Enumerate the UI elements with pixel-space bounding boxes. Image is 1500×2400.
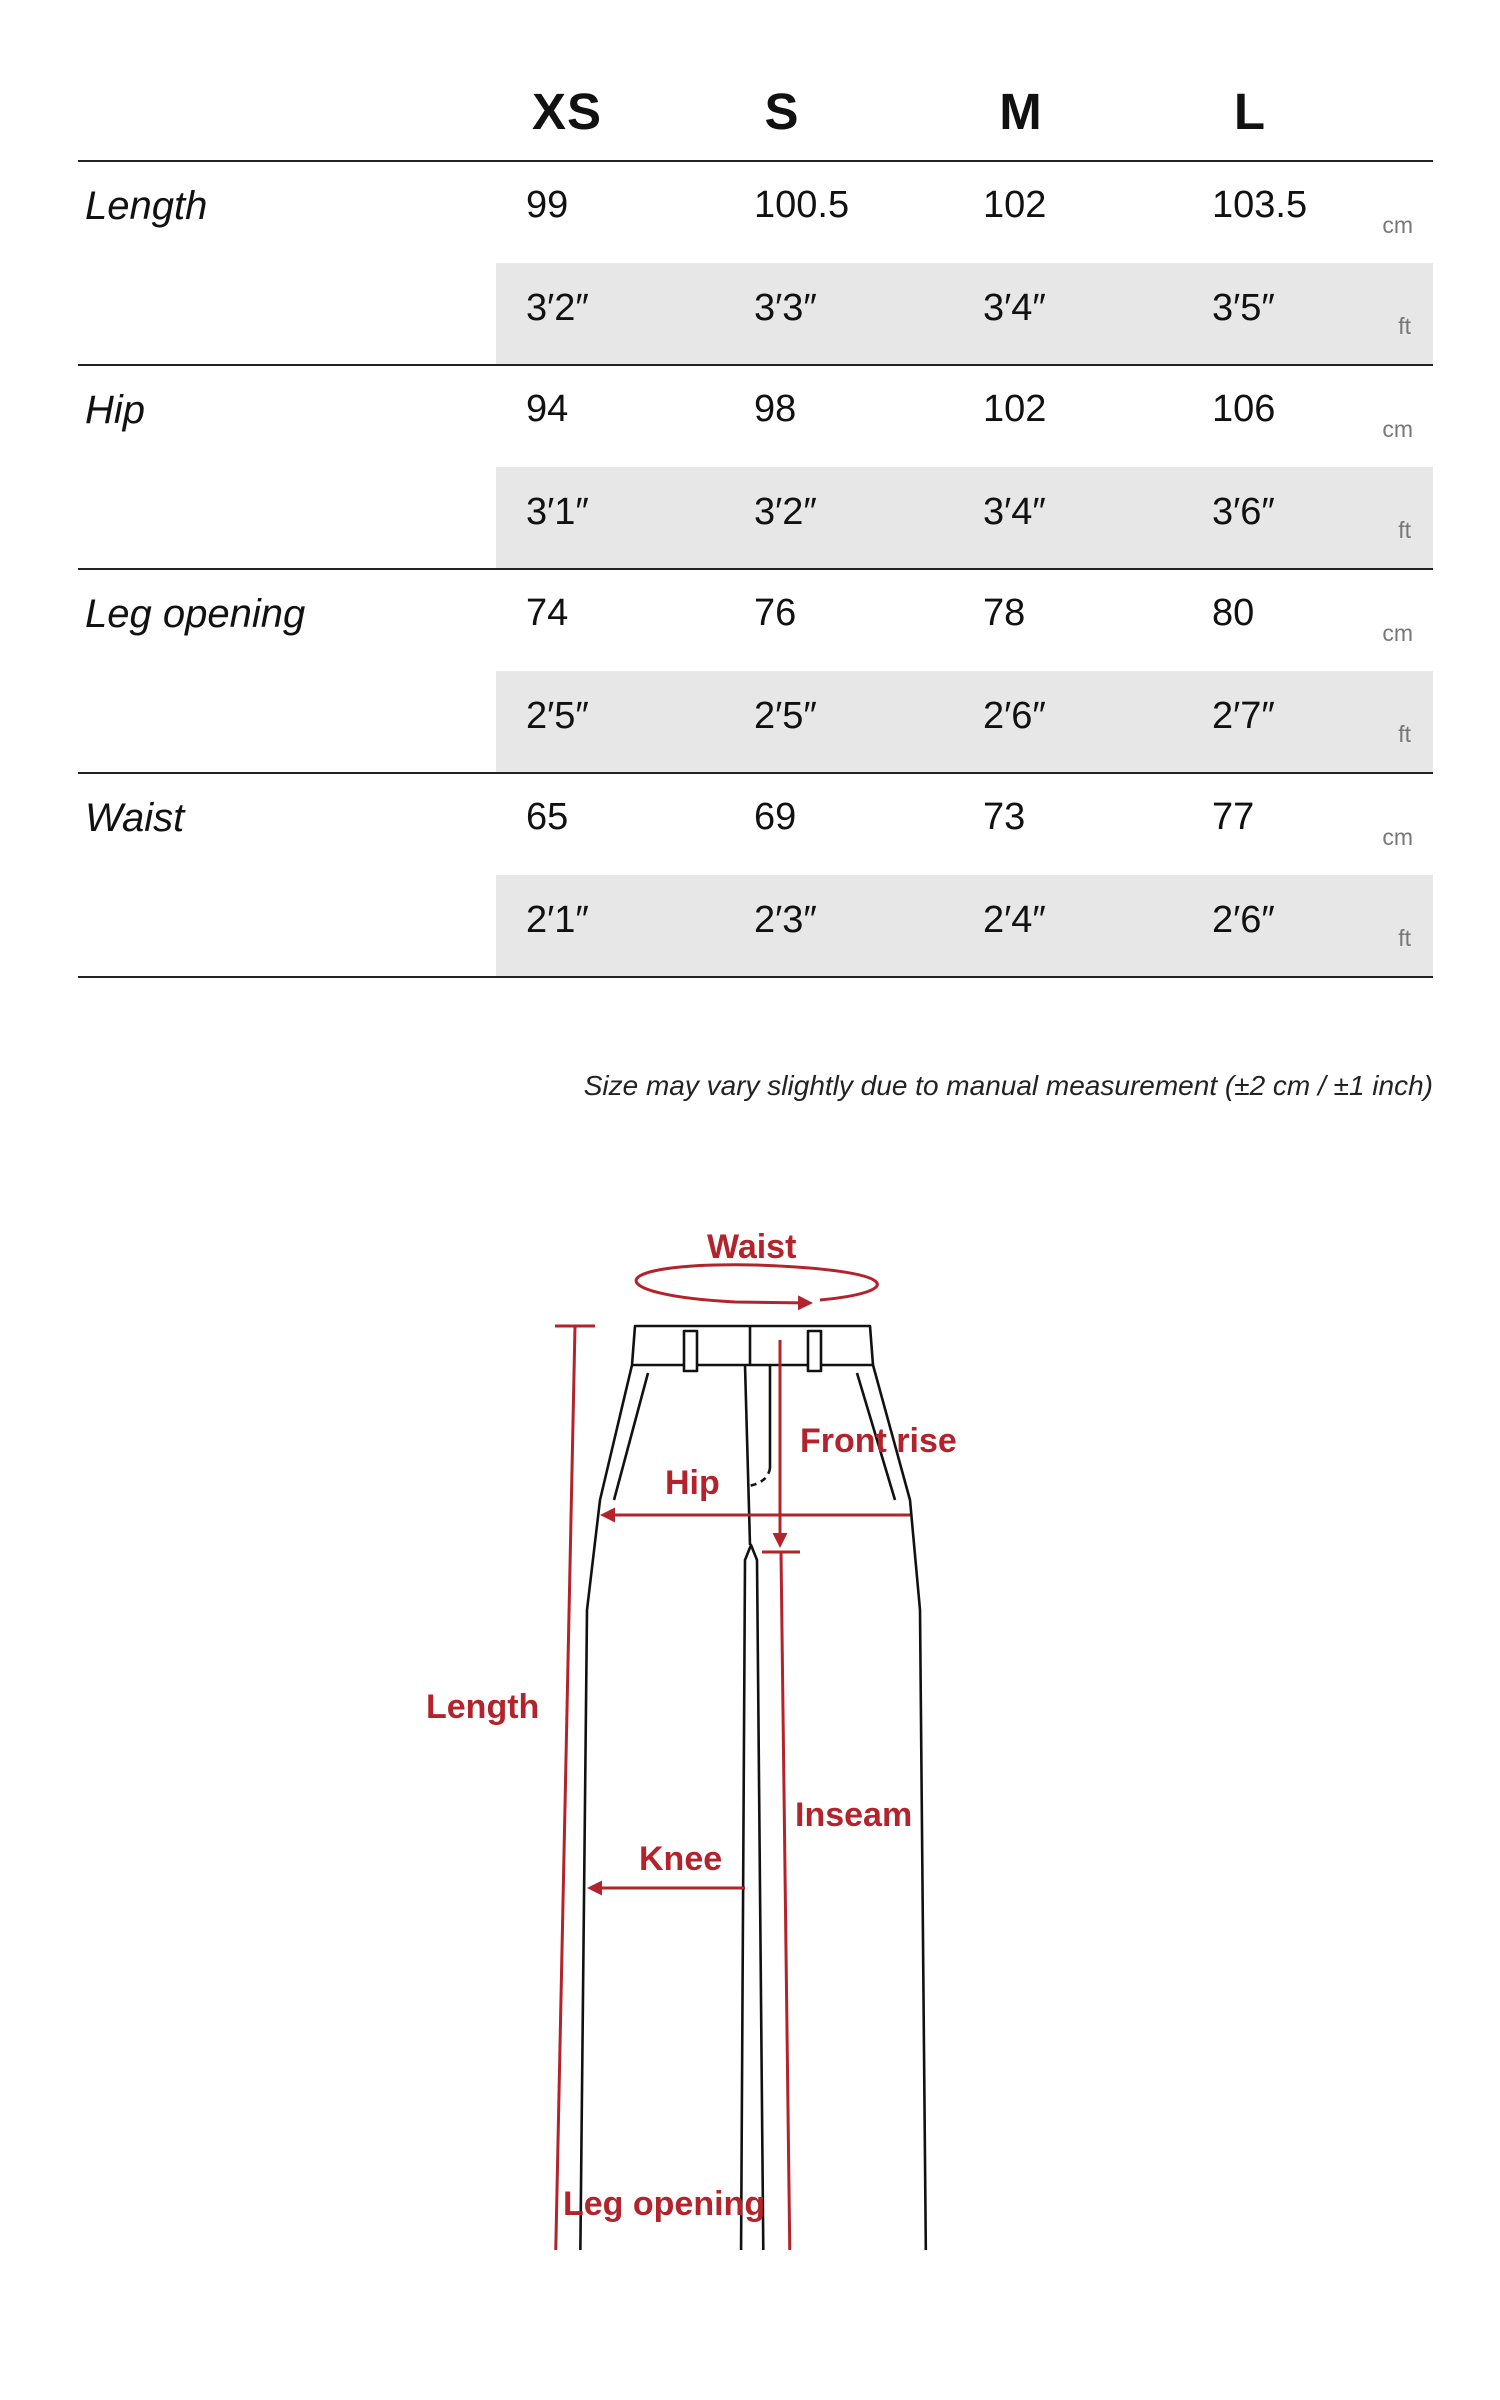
leg-opening-callout: Leg opening [563,2185,766,2223]
size-header-m: M [999,83,1043,140]
cm-value-l: 80 [1212,592,1255,634]
ft-value-m: 2′4″ [983,899,1046,941]
cm-value-m: 78 [983,592,1026,634]
cm-value-m: 73 [983,796,1026,838]
cm-value-xs: 99 [526,184,569,226]
cm-value-l: 103.5 [1212,184,1308,226]
cm-value-s: 69 [754,796,797,838]
ft-value-m: 2′6″ [983,695,1046,737]
cm-value-xs: 74 [526,592,569,634]
measure-group-leg-opening [78,570,1433,774]
ft-value-s: 3′2″ [754,491,817,533]
front-rise-callout: Front rise [800,1422,957,1460]
unit-ft-label: ft [1398,313,1411,339]
cm-row [496,570,1433,673]
pants-illustration [0,1200,1500,2250]
cm-row [496,774,1433,877]
ft-value-m: 3′4″ [983,287,1046,329]
size-header-l: L [1233,83,1267,140]
ft-value-l: 3′6″ [1212,491,1275,533]
measure-group-length [78,162,1433,366]
ft-value-xs: 3′2″ [526,287,589,329]
ft-value-l: 2′7″ [1212,695,1275,737]
measure-group-hip [78,366,1433,570]
ft-value-xs: 2′5″ [526,695,589,737]
ft-value-s: 2′5″ [754,695,817,737]
inseam-callout: Inseam [795,1796,913,1834]
size-header-xs: XS [531,83,603,140]
cm-value-s: 98 [754,388,797,430]
cm-value-l: 106 [1212,388,1276,430]
cm-value-m: 102 [983,184,1047,226]
cm-row [496,162,1433,265]
unit-ft-label: ft [1398,721,1411,747]
size-chart-table [78,60,1433,1101]
ft-value-s: 2′3″ [754,899,817,941]
unit-cm-label: cm [1382,824,1413,850]
length-callout: Length [426,1688,540,1726]
ft-row [496,263,1433,364]
cm-value-s: 76 [754,592,797,634]
size-header-row [78,60,1433,162]
hip-callout: Hip [665,1464,720,1502]
cm-value-m: 102 [983,388,1047,430]
cm-value-xs: 94 [526,388,569,430]
measure-label: Length [85,184,208,228]
pants-measurement-diagram [0,1200,1500,2250]
measure-label: Waist [85,796,185,840]
ft-row [496,875,1433,976]
ft-value-xs: 3′1″ [526,491,589,533]
pants-outline [579,1326,927,2250]
knee-callout: Knee [639,1840,723,1878]
measurement-note: Size may vary slightly due to manual measurement (±2 cm / ±1 inch) [583,1070,1433,1101]
unit-cm-label: cm [1382,620,1413,646]
cm-value-l: 77 [1212,796,1255,838]
unit-ft-label: ft [1398,517,1411,543]
ft-value-l: 3′5″ [1212,287,1275,329]
measure-group-waist [78,774,1433,978]
ft-value-xs: 2′1″ [526,899,589,941]
unit-cm-label: cm [1382,212,1413,238]
ft-value-l: 2′6″ [1212,899,1275,941]
ft-value-m: 3′4″ [983,491,1046,533]
cm-row [496,366,1433,469]
measure-label: Hip [85,388,146,432]
cm-value-s: 100.5 [754,184,850,226]
ft-value-s: 3′3″ [754,287,817,329]
ft-row [496,671,1433,772]
size-header-s: S [764,83,800,140]
cm-value-xs: 65 [526,796,569,838]
ft-row [496,467,1433,568]
waist-callout: Waist [707,1228,797,1266]
unit-cm-label: cm [1382,416,1413,442]
unit-ft-label: ft [1398,925,1411,951]
measure-label: Leg opening [85,592,306,636]
